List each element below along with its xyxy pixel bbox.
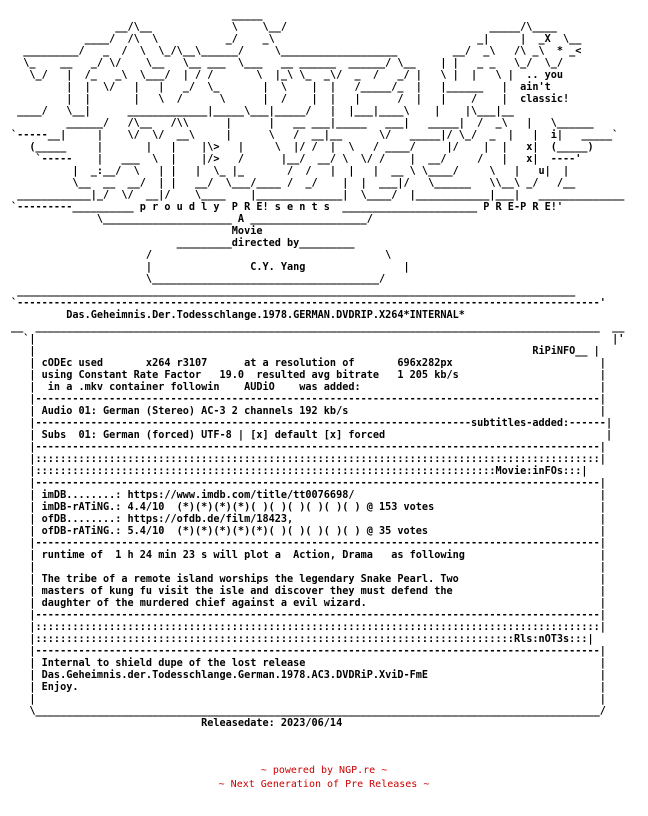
footer-tagline: ~ Next Generation of Pre Releases ~	[218, 779, 430, 790]
nfo-text: _____ __/\__ \ \__/ _____/\____ ____/ /\ \ _/ _\ _| | _X \__ _________/ _ / \ \_/\__\______/ \___________________ __/ _\ /\ _\ * _< \_ __ _/ \/ \__ \__ ___ \___ __ ______ ______/ \__ | | _ _ \_/ \_/ \_/ | /_ _\ \___/ | / / \ |_\ \_ _\/ _ / _/ | \ | | \ | .. you | | \/ | | _/ \_ | \ | | /_____/_ | |______ | ain't | | | \ / \ | / | | | / | | / | classic! ____/ \__| _____________|_____\___|_____/ | |___|____\ | |\___|__ ______/ /\__ /\\ | | __ ___|_____ ___| _____| / _\ | \______ `-----__| | \/ \/ __\ | \ / __|__ \/ _____|/ \_/ _ | | i| _____` (_____ | | | |\> | \ |/ / | \ / ____/ |/ | | x| (_____) `----- | ___ \ | |/> / |__/ __/ \ \/ / | __/ / | x| ----' | _:__/ \ | | | \_ |_ / / | | | __ \ \____/ \ | u| | \__ __ __/ | | __/ \___/____ / _/ | | ___|/ \______ \\__\ _/ /__ ____________|_/ \/ __|/ \____ |______________| \____/ |____________|___| ______________ `---------__________ p r o u d l y P R E! s e n t s ______________________ P R E-P R E!' \_____________________ A ___________________/ Movie _________directed by_________ / \ | C.Y. Yang | \_____________________________________/ ___________________________________________________________________________________________ `-----------------------------------------------------------------------------------------------' Das.Geheimnis.Der.Todesschlange.1978.GERMAN.DVDRIP.X264*INTERNAL* __ ____________________________________________________________________________________________ __ `| |' | RiPiNFO__ | | cODEc used x264 r3107 at a resolution of 696x282px | | using Constant Rate Factor 19.0 resulted avg bitrate 1 205 kb/s | | in a .mkv container followin AUDiO was added: | |--------------------------------------------------------------------------------------------| | Audio 01: German (Stereo) AC-3 2 channels 192 kb/s | |-----------------------------------------------------------------------subtitles-added:------| | Subs 01: German (forced) UTF-8 | [x] default [x] forced | |--------------------------------------------------------------------------------------------| |::::::::::::::::::::::::::::::::::::::::::::::::::::::::::::::::::::::::::::::::::::::::::::| |:::::::::::::::::::::::::::::::::::::::::::::::::::::::::::::::::::::::::::Movie:inFOs:::| |--------------------------------------------------------------------------------------------| | imDB........: https://www.imdb.com/title/tt0076698/ | | imDB-rATiNG.: 4.4/10 (*)(*)(*)(*)( )( )( )( )( )( ) @ 153 votes | | ofDB........: https://ofdb.de/film/18423, | | ofDB-rATiNG.: 5.4/10 (*)(*)(*)(*)(*)( )( )( )( )( ) @ 35 votes | |--------------------------------------------------------------------------------------------| | runtime of 1 h 24 min 23 s will plot a Action, Drama as following | | | | The tribe of a remote island worships the legendary Snake Pearl. Two | | masters of kung fu visit the isle and discover they must defend the | | daughter of the murdered chief against a evil wizard. | |--------------------------------------------------------------------------------------------| |::::::::::::::::::::::::::::::::::::::::::::::::::::::::::::::::::::::::::::::::::::::::::::| |::::::::::::::::::::::::::::::::::::::::::::::::::::::::::::::::::::::::::::::Rls:nOT3s:::| |--------------------------------------------------------------------------------------------| | Internal to shield dupe of the lost release | | Das.Geheimnis.der.Todesschlange.German.1978.AC3.DVDRiP.XviD-FmE | | Enjoy. | | | \____________________________________________________________________________________________/ Releasedate: 2023/06/14	[11, 10, 625, 729]
footer	[0, 764, 648, 792]
footer-powered-by: ~ powered by NGP.re ~	[260, 765, 388, 776]
